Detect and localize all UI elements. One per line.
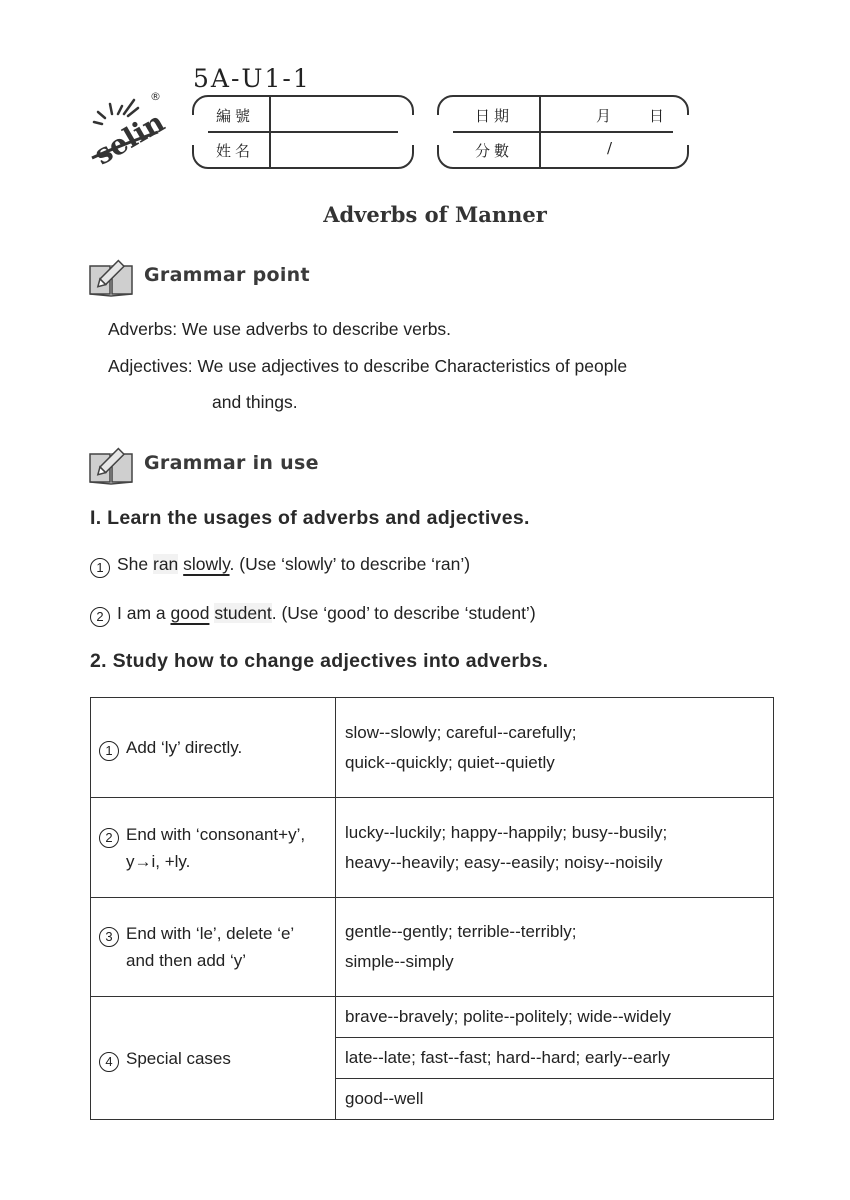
day-label: 日 <box>649 107 669 125</box>
rule-cell: 4 Special cases <box>91 997 336 1120</box>
adjectives-definition: Adjectives: We use adjectives to describe Characteristics of people <box>108 356 628 376</box>
registered-mark: ® <box>150 90 161 103</box>
selin-logo <box>88 92 168 166</box>
name-label: 姓名 <box>216 142 255 160</box>
example-adjective: good <box>170 603 210 623</box>
example-2: 2 I am a good student. (Use ‘good’ to describe ‘student’) <box>90 603 536 627</box>
grammar-point-heading <box>88 252 310 298</box>
date-score-box <box>437 95 689 169</box>
id-number-label: 編號 <box>216 107 255 125</box>
adverb-rules-table <box>90 697 774 1120</box>
grammar-point-title: Grammar point <box>144 264 310 286</box>
table-row <box>91 698 774 798</box>
score-separator: / <box>607 139 617 157</box>
examples-cell: lucky--luckily; happy--happily; busy--busily; heavy--heavily; easy--easily; noisy--noisily <box>336 798 774 898</box>
example-noun: student <box>214 603 272 623</box>
selin-logo-icon <box>88 92 168 166</box>
circled-number-2: 2 <box>99 828 119 848</box>
examples-cell: good--well <box>336 1079 774 1120</box>
examples-cell: brave--bravely; polite--politely; wide--widely <box>336 997 774 1038</box>
id-number-field[interactable] <box>276 101 396 127</box>
adverbs-definition: Adverbs: We use adverbs to describe verbs. <box>108 319 452 339</box>
circled-number-1: 1 <box>90 558 110 578</box>
circled-number-3: 3 <box>99 927 119 947</box>
adjectives-definition-cont: and things. <box>212 392 298 412</box>
examples-cell: slow--slowly; careful--carefully; quick--quickly; quiet--quietly <box>336 698 774 798</box>
circled-number-1: 1 <box>99 741 119 761</box>
examples-cell: late--late; fast--fast; hard--hard; early--early <box>336 1038 774 1079</box>
grammar-in-use-title: Grammar in use <box>144 452 319 474</box>
table-row <box>91 898 774 997</box>
section-2-heading: 2. Study how to change adjectives into adverbs. <box>90 650 549 672</box>
date-label: 日期 <box>475 107 514 125</box>
rule-cell: 3 End with ‘le’, delete ‘e’ and then add ‘y’ <box>91 898 336 997</box>
table-row <box>91 798 774 898</box>
name-field[interactable] <box>276 136 396 162</box>
example-verb: ran <box>153 554 179 574</box>
examples-cell: gentle--gently; terrible--terribly; simple--simply <box>336 898 774 997</box>
score-field[interactable] <box>545 135 675 161</box>
score-label: 分數 <box>475 142 514 160</box>
book-pencil-icon <box>88 252 140 298</box>
example-adverb: slowly <box>183 554 230 574</box>
svg-text:selin: selin <box>88 105 168 166</box>
worksheet-code: 5A-U1-1 <box>193 64 311 93</box>
table-row <box>91 997 774 1038</box>
section-1-heading: I. Learn the usages of adverbs and adjectives. <box>90 507 530 529</box>
grammar-in-use-heading <box>88 440 319 486</box>
book-pencil-icon <box>88 440 140 486</box>
circled-number-2: 2 <box>90 607 110 627</box>
page-title: Adverbs of Manner <box>323 202 547 227</box>
rule-cell: 2 End with ‘consonant+y’, y→i, +ly. <box>91 798 336 898</box>
circled-number-4: 4 <box>99 1052 119 1072</box>
rule-cell: 1 Add ‘ly’ directly. <box>91 698 336 798</box>
student-info-box <box>192 95 414 169</box>
month-label: 月 <box>596 107 616 125</box>
example-1: 1 She ran slowly. (Use ‘slowly’ to describe ‘ran’) <box>90 554 470 578</box>
